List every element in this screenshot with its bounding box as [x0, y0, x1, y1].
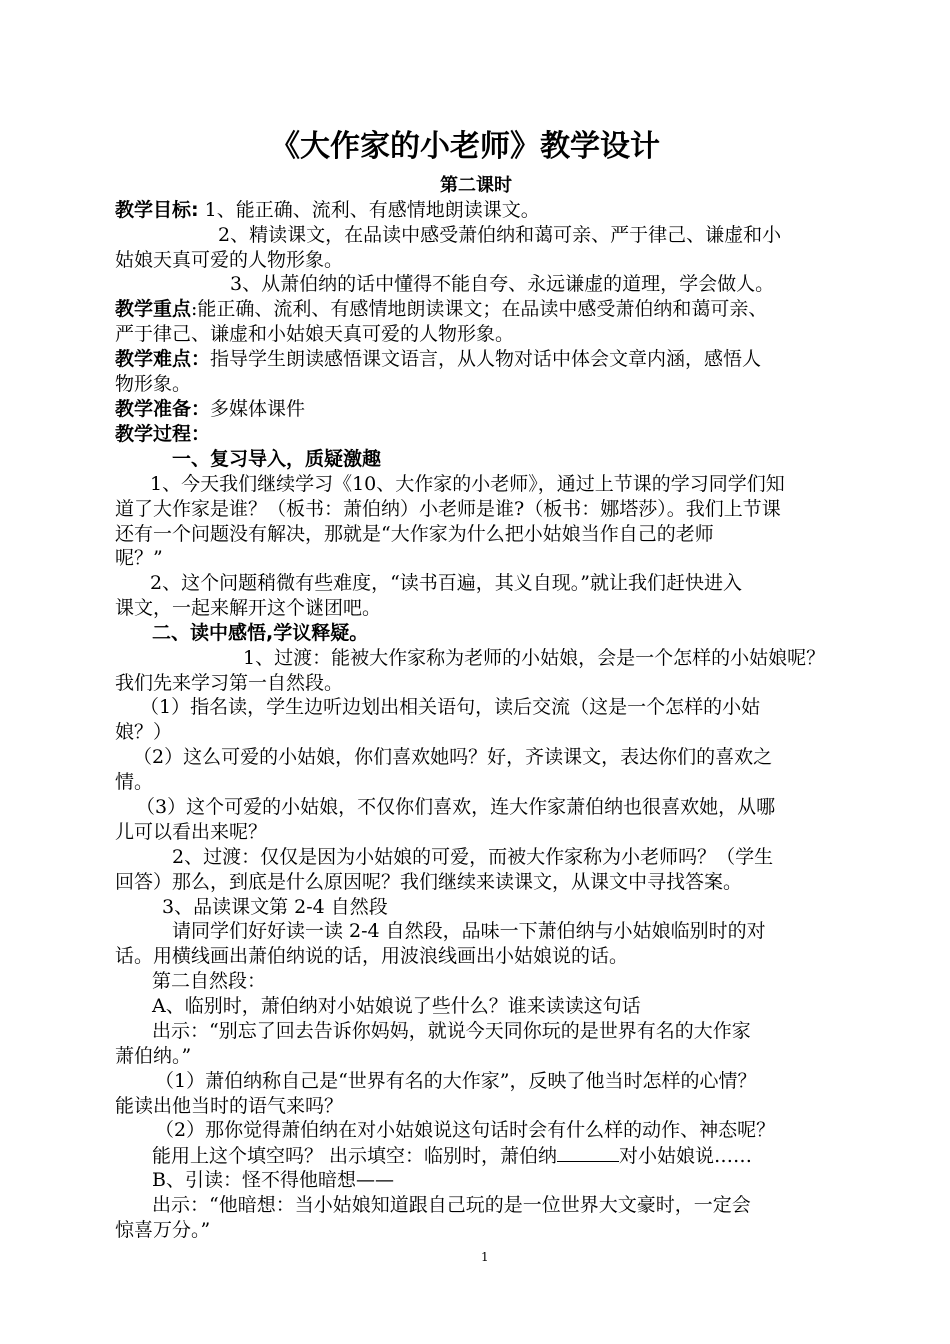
para-6-line-b: 儿可以看出来呢？ [115, 821, 268, 843]
difficulty-line-b: 物形象。 [115, 373, 192, 395]
para-9-line-b: 话。用横线画出萧伯纳说的话，用波浪线画出小姑娘说的话。 [115, 945, 629, 967]
para-11: A、临别时，萧伯纳对小姑娘说了些什么？谁来读读这句话 [152, 995, 641, 1017]
para-12-line-b: 萧伯纳。” [115, 1045, 192, 1067]
para-5-line-a: （2）这么可爱的小姑娘，你们喜欢她吗？好，齐读课文，表达你们的喜欢之 [133, 746, 773, 768]
para-17-line-a: 出示：“他暗想：当小姑娘知道跟自己玩的是一位世界大文豪时，一定会 [152, 1194, 751, 1216]
para-10: 第二自然段： [152, 970, 267, 992]
focus-label: 教学重点 [115, 298, 192, 320]
para-7-line-b: 回答）那么，到底是什么原因呢？我们继续来读课文，从课文中寻找答案。 [115, 871, 743, 893]
difficulty-text-a: 指导学生朗读感悟课文语言，从人物对话中体会文章内涵，感悟人 [210, 348, 762, 370]
para-6-line-a: （3）这个可爱的小姑娘，不仅你们喜欢，连大作家萧伯纳也很喜欢她，从哪 [136, 796, 776, 818]
goal-2-line-b: 姑娘天真可爱的人物形象。 [115, 249, 344, 271]
para-1-line-a: 1、今天我们继续学习《10、大作家的小老师》，通过上节课的学习同学们知 [150, 473, 785, 495]
para-1-line-b: 道了大作家是谁？（板书：萧伯纳）小老师是谁?（板书：娜塔莎）。我们上节课 [115, 498, 781, 520]
lesson-subtitle: 第二课时 [440, 175, 512, 196]
para-8: 3、品读课文第 2-4 自然段 [162, 896, 388, 918]
goal-1: 1、能正确、流利、有感情地朗读课文。 [204, 199, 540, 221]
para-5-line-b: 情。 [115, 771, 154, 793]
prep-text: 多媒体课件 [210, 398, 306, 420]
para-16: B、引读：怪不得他暗想—— [152, 1169, 394, 1191]
para-1-line-c: 还有一个问题没有解决，那就是“大作家为什么把小姑娘当作自己的老师 [115, 523, 714, 545]
para-3-line-a: 1、过渡：能被大作家称为老师的小姑娘，会是一个怎样的小姑娘呢？ [243, 647, 826, 669]
difficulty-line-a [115, 347, 761, 371]
goals-label: 教学目标: [115, 199, 199, 221]
para-15-suffix: 对小姑娘说…… [619, 1145, 753, 1167]
para-14: （2）那你觉得萧伯纳在对小姑娘说这句话时会有什么样的动作、神态呢？ [155, 1119, 776, 1141]
section-1-heading: 一、复习导入，质疑激趣 [172, 448, 382, 470]
para-12-line-a: 出示：“别忘了回去告诉你妈妈，就说今天同你玩的是世界有名的大作家 [152, 1020, 751, 1042]
section-2-heading: 二、读中感悟,学议释疑。 [152, 622, 369, 644]
difficulty-label: 教学难点： [115, 348, 211, 370]
para-1-line-d: 呢？” [115, 547, 163, 569]
para-4-line-b: 娘？） [115, 721, 173, 743]
page-number: 1 [481, 1250, 489, 1264]
process-label: 教学过程： [115, 423, 211, 445]
para-13-line-a: （1）萧伯纳称自己是“世界有名的大作家”，反映了他当时怎样的心情？ [155, 1070, 757, 1092]
fill-in-blank [557, 1143, 619, 1162]
goal-2-line-a: 2、精读课文，在品读中感受萧伯纳和蔼可亲、严于律己、谦虚和小 [218, 224, 782, 246]
para-7-line-a: 2、过渡：仅仅是因为小姑娘的可爱，而被大作家称为小老师吗？（学生 [172, 846, 774, 868]
focus-line-a [115, 297, 767, 321]
para-17-line-b: 惊喜万分。” [115, 1219, 211, 1241]
focus-line-b: 严于律己、谦虚和小姑娘天真可爱的人物形象。 [115, 323, 515, 345]
para-15-prefix: 能用上这个填空吗？ 出示填空：临别时，萧伯纳 [152, 1145, 558, 1167]
document-title: 《大作家的小老师》教学设计 [270, 129, 660, 164]
prep-label: 教学准备： [115, 398, 211, 420]
para-15 [152, 1143, 752, 1168]
para-2-line-a: 2、这个问题稍微有些难度，“读书百遍，其义自现。”就让我们赶快进入 [150, 572, 743, 594]
para-4-line-a: （1）指名读，学生边听边划出相关语句，读后交流（这是一个怎样的小姑 [140, 696, 761, 718]
prep-line [115, 397, 305, 421]
para-2-line-b: 课文，一起来解开这个谜团吧。 [115, 597, 382, 619]
para-9-line-a: 请同学们好好读一读 2-4 自然段，品味一下萧伯纳与小姑娘临别时的对 [172, 920, 766, 942]
para-13-line-b: 能读出他当时的语气来吗？ [115, 1095, 344, 1117]
goal-3: 3、从萧伯纳的话中懂得不能自夸、永远谦虚的道理，学会做人。 [230, 273, 775, 295]
goals-line-1 [115, 198, 540, 222]
focus-text-a: :能正确、流利、有感情地朗读课文；在品读中感受萧伯纳和蔼可亲、 [191, 298, 768, 320]
para-3-line-b: 我们先来学习第一自然段。 [115, 672, 344, 694]
